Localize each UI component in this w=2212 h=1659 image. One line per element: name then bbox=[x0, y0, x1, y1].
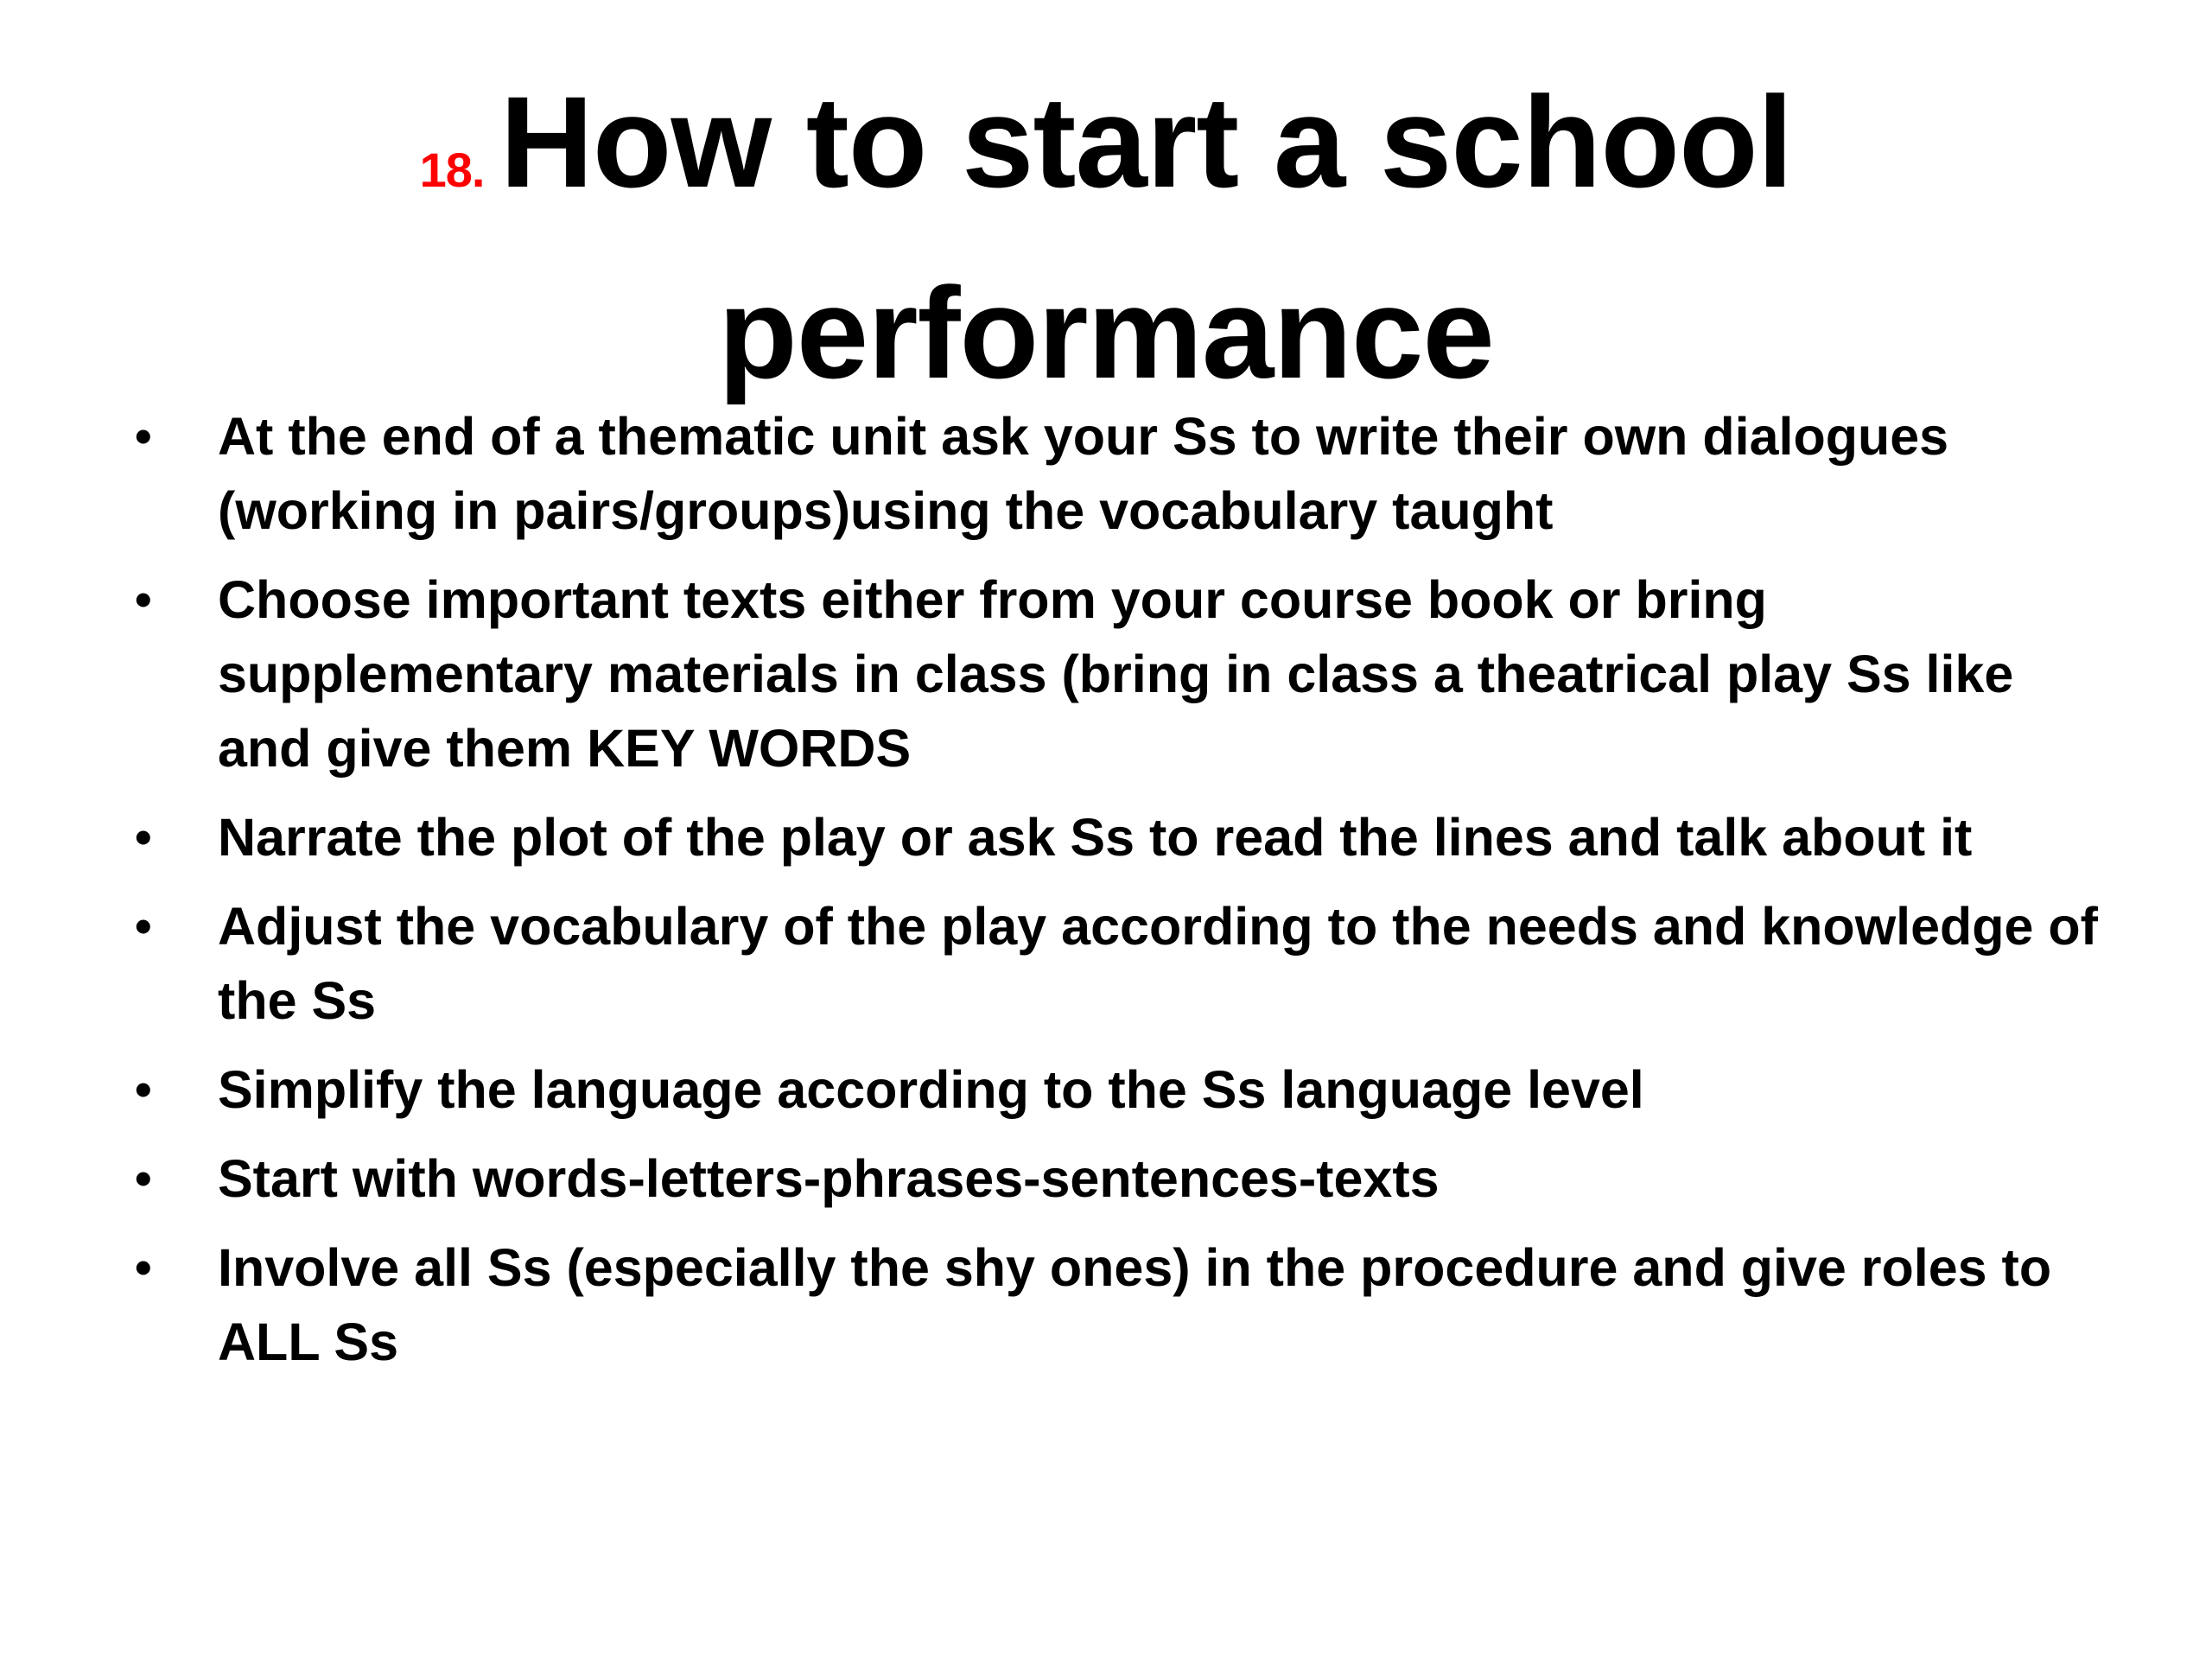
bullet-item-1 bbox=[130, 399, 2117, 548]
slide-number: 18. bbox=[419, 143, 485, 197]
title-text-line-1: How to start a school bbox=[499, 69, 1793, 214]
bullet-item-4 bbox=[130, 889, 2117, 1038]
bullet-item-2 bbox=[130, 563, 2117, 785]
slide-title bbox=[0, 60, 2212, 414]
bullet-text: Start with words-letters-phrases-sentences-texts bbox=[218, 1149, 1440, 1208]
bullet-dot-icon: • bbox=[135, 899, 152, 953]
bullet-item-3 bbox=[130, 800, 2117, 874]
title-line-1 bbox=[0, 60, 2212, 251]
bullet-dot-icon: • bbox=[135, 810, 152, 864]
bullet-text: Adjust the vocabulary of the play according to the needs and knowledge of the Ss bbox=[218, 897, 2098, 1030]
bullet-item-7 bbox=[130, 1230, 2117, 1379]
bullet-item-6 bbox=[130, 1141, 2117, 1216]
bullet-dot-icon: • bbox=[135, 409, 152, 463]
bullet-list bbox=[130, 399, 2117, 1394]
bullet-item-5 bbox=[130, 1052, 2117, 1127]
bullet-dot-icon: • bbox=[135, 1240, 152, 1294]
bullet-text: Narrate the plot of the play or ask Ss to read the lines and talk about it bbox=[218, 808, 1973, 867]
bullet-text: Involve all Ss (especially the shy ones) in the procedure and give roles to ALL Ss bbox=[218, 1238, 2052, 1371]
bullet-text: Simplify the language according to the Ss language level bbox=[218, 1060, 1644, 1119]
bullet-dot-icon: • bbox=[135, 1151, 152, 1205]
bullet-text: Choose important texts either from your course book or bring supplementary materials in class (bring in class a theatrical play Ss like and give them KEY WORDS bbox=[218, 570, 2014, 778]
bullet-dot-icon: • bbox=[135, 1062, 152, 1116]
bullet-text: At the end of a thematic unit ask your Ss to write their own dialogues (working in pairs/groups)using the vocabulary taught bbox=[218, 407, 1949, 540]
bullet-dot-icon: • bbox=[135, 572, 152, 626]
title-line-2: performance bbox=[718, 260, 1494, 405]
